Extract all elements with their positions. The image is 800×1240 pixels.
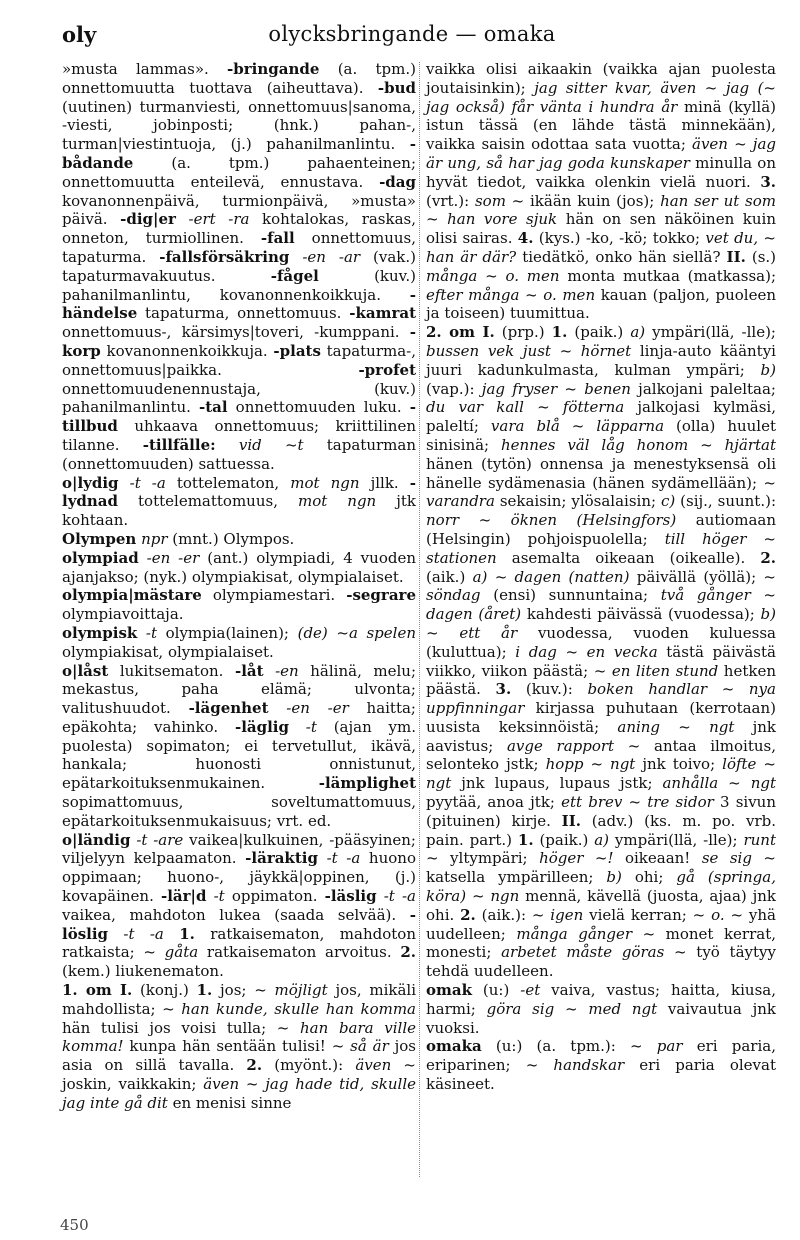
page-number: 450 xyxy=(60,1216,89,1234)
entry: olympisk -t olympia(lainen); (de) ~a spelen olympiakisat, olympialaiset. xyxy=(62,623,416,661)
entry: o|lydig -t -a tottelematon, mot ngn jllk. -lydnad tottelemattomuus, mot ngn jtk kohtaan. xyxy=(62,473,417,530)
entry: vaikka olisi aikaakin (vaikka ajan puolesta joutaisinkin); jag sitter kvar, även ~ jag (~ jag också) får vänta i hundra år minä (kyllä) istun tässä (en lähde tästä minnekään), vaikka saisin odottaa sata vuotta; även ~ jag är ung, så har jag goda kunskaper minulla on hyvät tiedot, vaikka olenkin vielä nuori. 3. (vrt.): som ~ ikään kuin (jos); han ser ut som ~ han vore sjuk hän on sen näköinen kuin olisi sairas. 4. (kys.) -ko, -kö; tokko; vet du, ~ han är där? tiedätkö, onko hän siellä? II. (s.) många ~ o. men monta mutkaa (matkassa); efter många ~ o. men kauan (paljon, puoleen ja toiseen) tuumittua. xyxy=(426,60,777,323)
right-column xyxy=(426,60,776,1094)
entry: omaka (u:) (a. tpm.): ~ par eri paria, eriparinen; ~ handskar eri paria olevat käsineet. xyxy=(426,1037,776,1094)
entry: Olympen npr (mnt.) Olympos. xyxy=(62,529,295,548)
left-column xyxy=(62,60,416,1113)
entry: olympiad -en -er (ant.) olympiadi, 4 vuoden ajanjakso; (nyk.) olympiakisat, olympialaiset. xyxy=(62,548,416,586)
running-head: olycksbringande — omaka xyxy=(268,22,556,46)
page-header xyxy=(62,22,762,52)
entry: olympia|mästare olympiamestari. -segrare olympiavoittaja. xyxy=(62,586,416,624)
column-divider xyxy=(419,62,420,1177)
entry: 1. om I. (konj.) 1. jos; ~ möjligt jos, mikäli mahdollista; ~ han kunde, skulle han komma hän tulisi jos voisi tulla; ~ han bara ville komma! kunpa hän sentään tulisi! ~ så är jos asia on sillä tavalla. 2. (myönt.): även ~ joskin, vaikkakin; även ~ jag hade tid, skulle jag inte gå dit en menisi sinne xyxy=(62,981,417,1112)
entry: o|ländig -t -are vaikea|kulkuinen, -pääsyinen; viljelyyn kelpaamaton. -läraktig -t -a huono oppimaan; huono-, jäykkä|oppinen, (j.) kovapäinen. -lär|d -t oppimaton. -läslig -t -a vaikea, mahdoton lukea (saada selvää). -löslig -t -a 1. ratkaisematon, mahdoton ratkaista; ~ gåta ratkaisematon arvoitus. 2. (kem.) liukenematon. xyxy=(62,830,416,981)
entry: o|låst lukitsematon. -låt -en hälinä, melu; mekastus, paha elämä; ulvonta; valitushuudot. -lägenhet -en -er haitta; epäkohta; vahinko. -läglig -t (ajan ym. puolesta) sopimaton; ei tervetullut, ikävä, hankala; huonosti onnistunut, epätarkoituksenmukainen. -lämplighet sopimattomuus, soveltumattomuus, epätarkoituksenmukaisuus; vrt. ed. xyxy=(62,661,416,830)
header-headword: oly xyxy=(62,22,97,47)
entry: omak (u:) -et vaiva, vastus; haitta, kiusa, harmi; göra sig ~ med ngt vaivautua jnk vuoksi. xyxy=(426,981,776,1037)
entry: »musta lammas». -bringande (a. tpm.) onnettomuutta tuottava (aiheuttava). -bud (uutinen) turmanviesti, onnettomuus|sanoma, -viesti, jobinposti; (hnk.) pahan-, turman|viestintuoja, (j.) pahanilmanlintu. -bådande (a. tpm.) pahaenteinen; onnettomuutta enteilevä, ennustava. -dag kovanonnenpäivä, turmionpäivä, »musta» päivä. -dig|er -ert -ra kohtalokas, raskas, onneton, turmiollinen. -fall onnettomuus, tapaturma. -fallsförsäkring -en -ar (vak.) tapaturmavakuutus. -fågel (kuv.) pahanilmanlintu, kovanonnenkoikkuja. -händelse tapaturma, onnettomuus. -kamrat onnettomuus-, kärsimys|toveri, -kumppani. -korp kovanonnenkoikkuja. -plats tapaturma-, onnettomuus|paikka. -profet onnettomuudenennustaja, (kuv.) pahanilmanlintu. -tal onnettomuuden luku. -tillbud uhkaava onnettomuus; kriittilinen tilanne. -tillfälle: vid ~t tapaturman (onnettomuuden) sattuessa. xyxy=(62,60,417,473)
entry: 2. om I. (prp.) 1. (paik.) a) ympäri(llä, -lle); bussen vek just ~ hörnet linja-auto kääntyi juuri kadunkulmasta, kulman ympäri; b) (vap.): jag fryser ~ benen jalkojani paleltaa; du var kall ~ fötterna jalkojasi kylmäsi, paleltí; vara blå ~ läpparna (olla) huulet sinisinä; hennes väl låg honom ~ hjärtat hänen (tytön) onnensa ja menestyksensä oli hänelle sydämenasia (hänen sydämellään); ~ varandra sekaisin; ylösalaisin; c) (sij., suunt.): norr ~ öknen (Helsingfors) autiomaan (Helsingin) pohjoispuolella; till höger ~ stationen asemalta oikeaan (oikealle). 2. (aik.) a) ~ dagen (natten) päivällä (yöllä); ~ söndag (ensi) sunnuntaina; två gånger ~ dagen (året) kahdesti päivässä (vuodessa); b) ~ ett år vuodessa, vuoden kuluessa (kuluttua); i dag ~ en vecka tästä päivästä viikko, viikon päästä; ~ en liten stund hetken päästä. 3. (kuv.): boken handlar ~ nya uppfinningar kirjassa puhutaan (kerrotaan) uusista keksinnöistä; aning ~ ngt jnk aavistus; avge rapport ~ antaa ilmoitus, selonteko jstk; hopp ~ ngt jnk toivo; löfte ~ ngt jnk lupaus, lupaus jstk; anhålla ~ ngt pyytää, anoa jtk; ett brev ~ tre sidor 3 sivun (pituinen) kirje. II. (adv.) (ks. m. po. vrb. pain. part.) 1. (paik.) a) ympäri(llä, -lle); runt ~ yltympäri; höger ~! oikeaan! se sig ~ katsella ympärilleen; b) ohi; gå (springa, köra) ~ ngn mennä, kävellä (juosta, ajaa) jnk ohi. 2. (aik.): ~ igen vielä kerran; ~ o. ~ yhä uudelleen; många gånger ~ monet kerrat, monesti; arbetet måste göras ~ työ täytyy tehdä uudelleen. xyxy=(426,323,777,981)
